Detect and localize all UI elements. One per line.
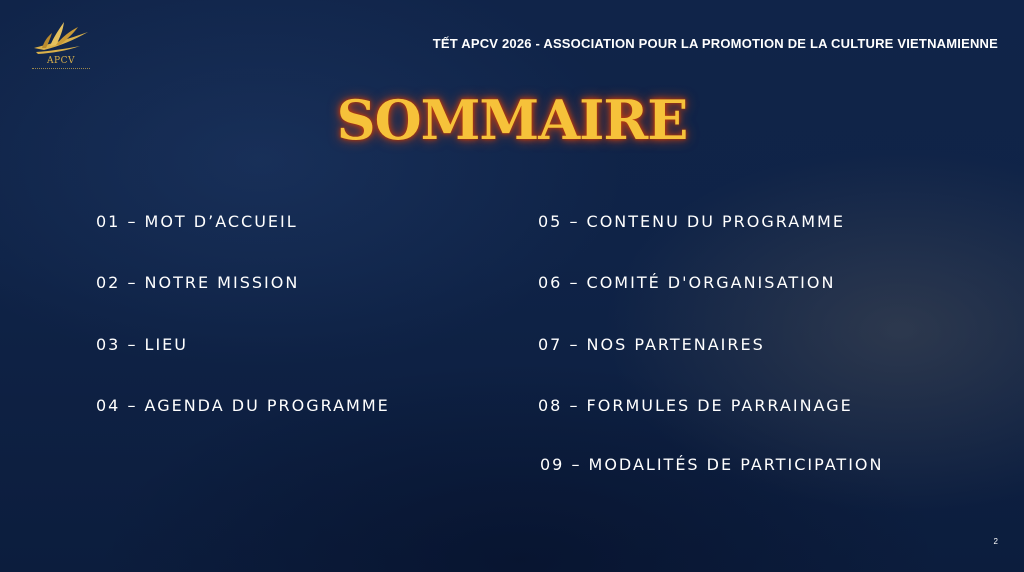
toc-item-08[interactable]: 08 – FORMULES DE PARRAINAGE <box>538 396 853 415</box>
golden-bird-icon <box>30 18 92 58</box>
toc-item-02[interactable]: 02 – NOTRE MISSION <box>96 273 300 292</box>
toc-item-01[interactable]: 01 – MOT D’ACCUEIL <box>96 212 298 231</box>
toc-item-03[interactable]: 03 – LIEU <box>96 335 188 354</box>
page-number: 2 <box>993 537 998 546</box>
toc-item-05[interactable]: 05 – CONTENU DU PROGRAMME <box>538 212 845 231</box>
logo-text: APCV <box>47 56 75 66</box>
toc-item-07[interactable]: 07 – NOS PARTENAIRES <box>538 335 765 354</box>
header-title: TẾT APCV 2026 - ASSOCIATION POUR LA PROMOTION DE LA CULTURE VIETNAMIENNE <box>432 36 998 51</box>
toc-item-06[interactable]: 06 – COMITÉ D'ORGANISATION <box>538 273 836 292</box>
logo-tagline-line <box>32 68 90 72</box>
toc-item-09[interactable]: 09 – MODALITÉS DE PARTICIPATION <box>540 455 884 474</box>
page-title: SOMMAIRE <box>336 88 688 152</box>
toc-item-04[interactable]: 04 – AGENDA DU PROGRAMME <box>96 396 390 415</box>
apcv-logo <box>30 18 92 76</box>
